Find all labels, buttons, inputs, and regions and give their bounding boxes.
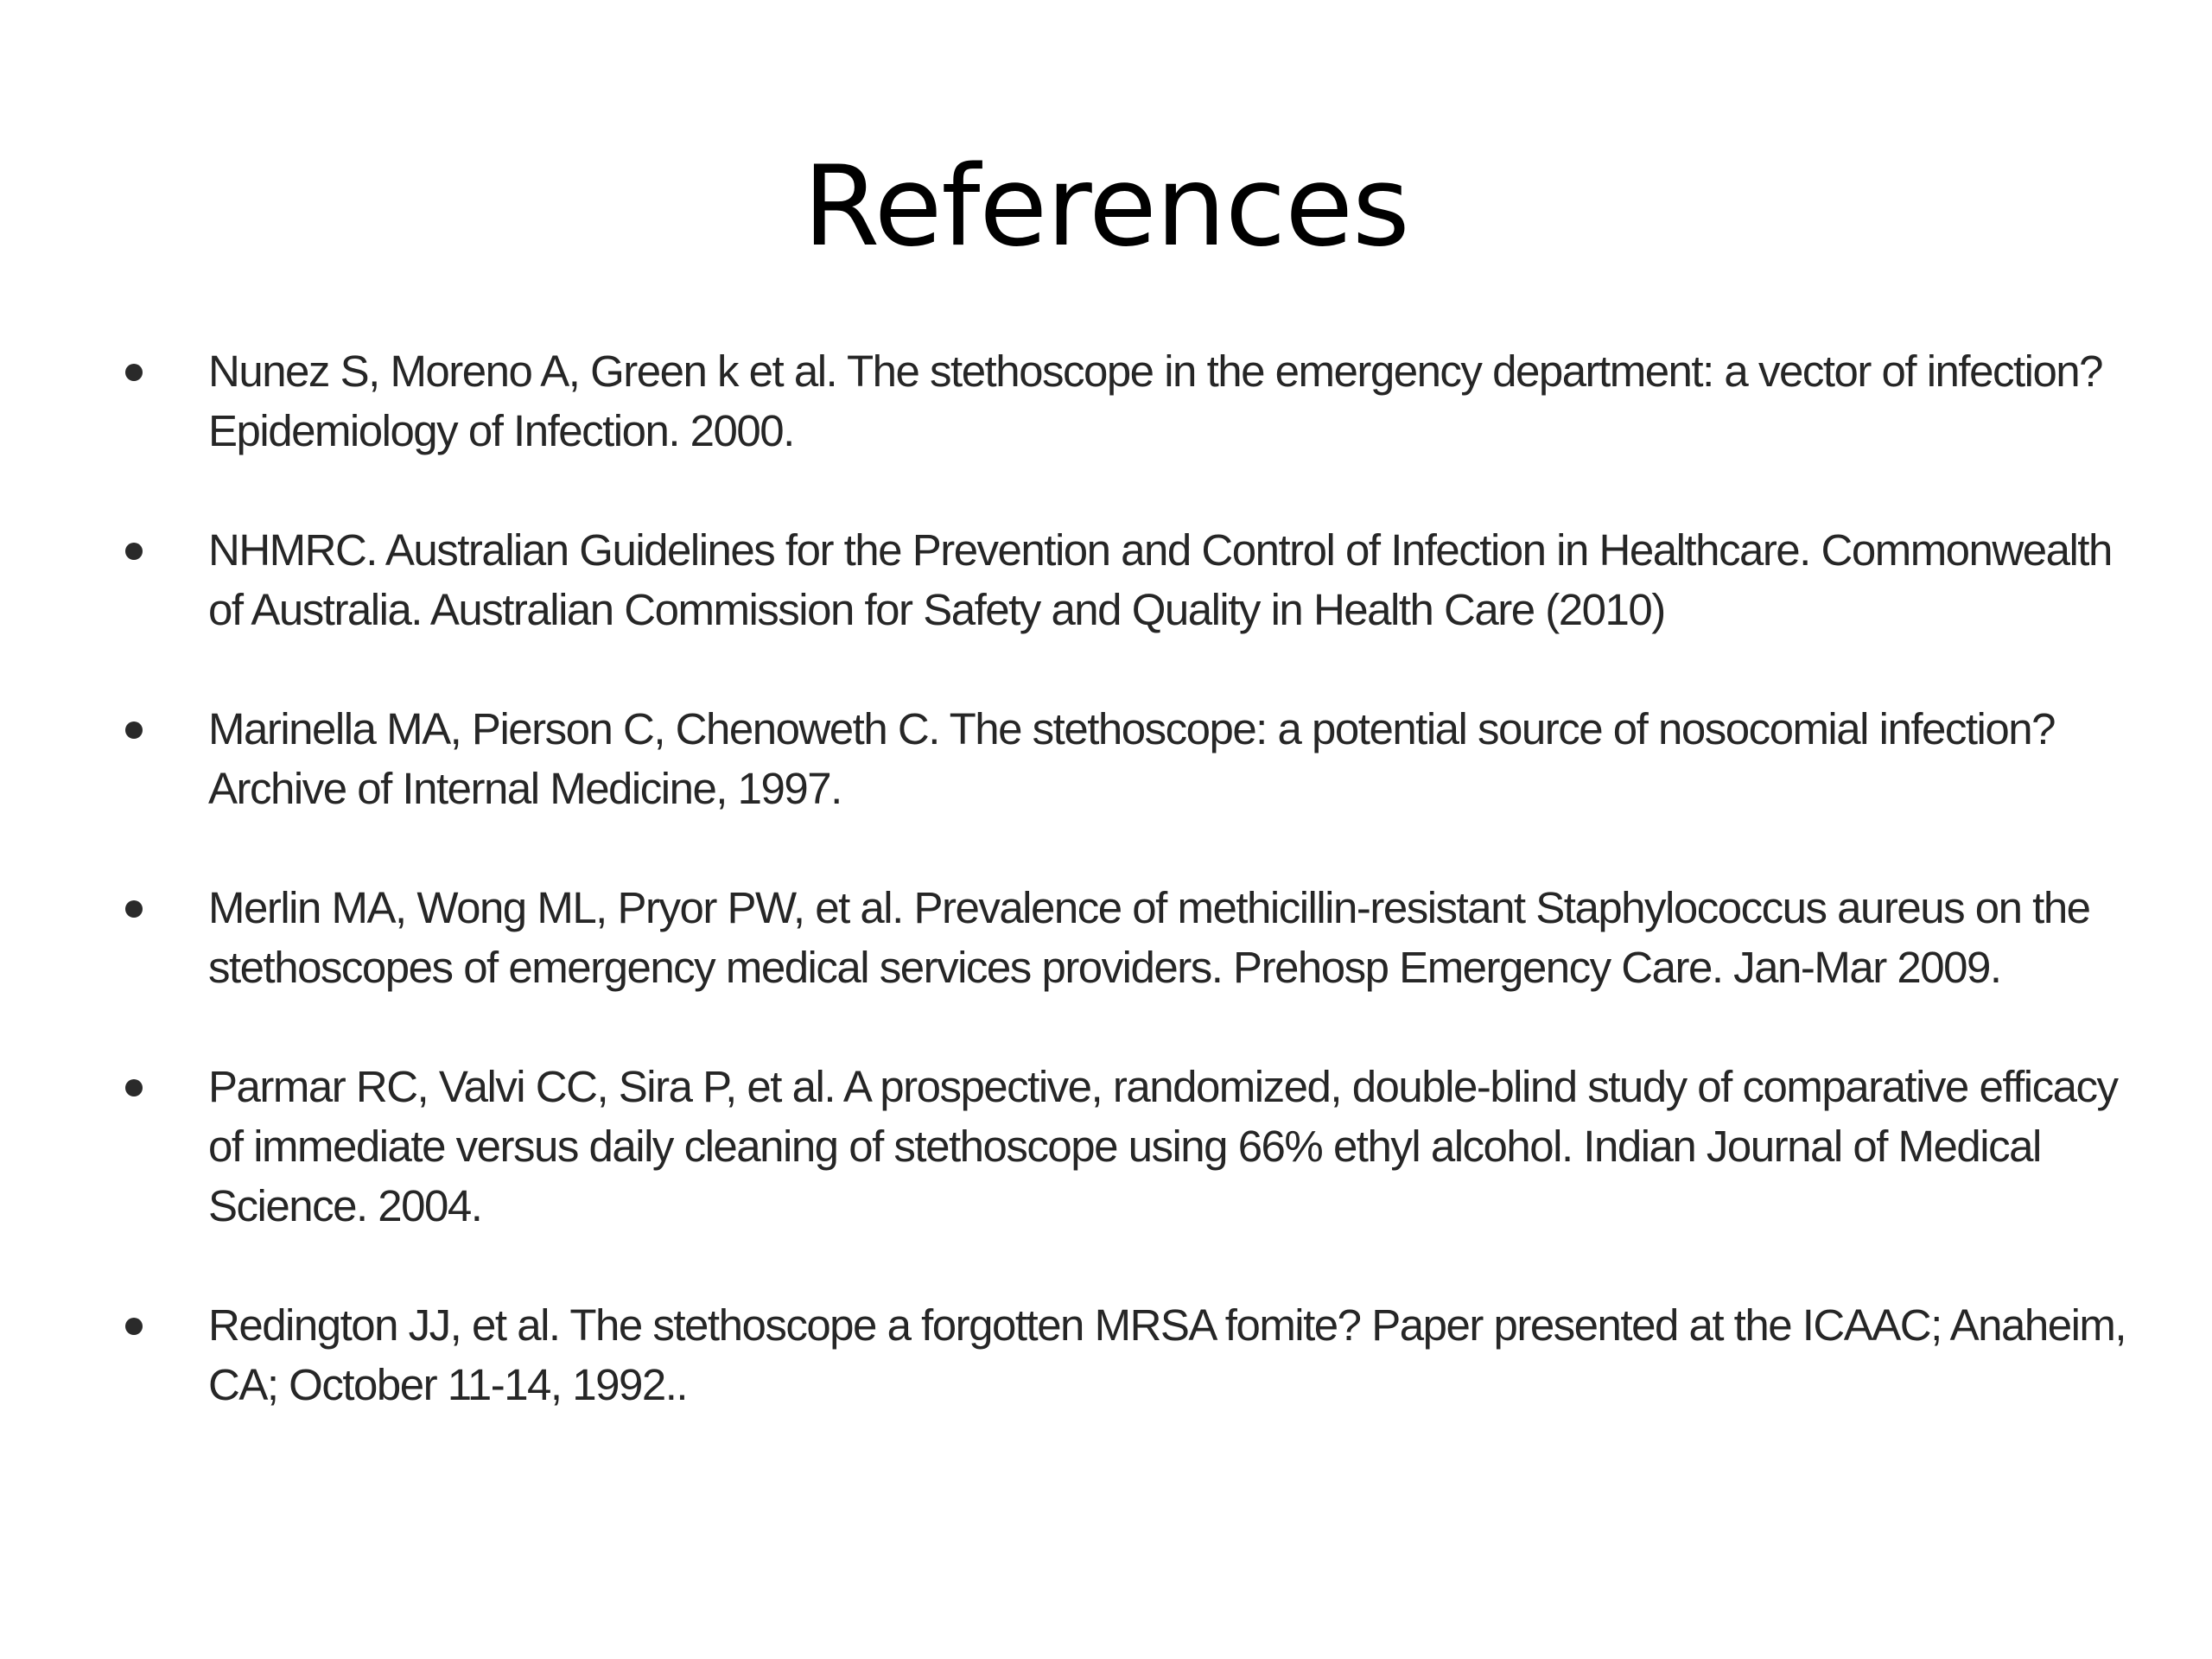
- reference-line: Epidemiology of Infection. 2000.: [208, 406, 794, 455]
- bullet-icon: [125, 1079, 143, 1096]
- reference-item: [0, 341, 2212, 461]
- reference-item: [0, 520, 2212, 639]
- reference-line: Marinella MA, Pierson C, Chenoweth C. The stethoscope: a potential source of nosocomial infection?: [208, 704, 2055, 753]
- reference-line: of immediate versus daily cleaning of stethoscope using 66% ethyl alcohol. Indian Journal of Medical: [208, 1122, 2041, 1171]
- bullet-icon: [125, 364, 143, 381]
- reference-line: Archive of Internal Medicine, 1997.: [208, 764, 842, 813]
- bullet-icon: [125, 1318, 143, 1335]
- reference-text: [208, 699, 2144, 818]
- reference-line: Redington JJ, et al. The stethoscope a forgotten MRSA fomite? Paper presented at the ICAAC; Anaheim,: [208, 1300, 2126, 1350]
- bullet-icon: [125, 721, 143, 739]
- reference-item: [0, 1295, 2212, 1414]
- bullet-icon: [125, 900, 143, 918]
- reference-item: [0, 699, 2212, 818]
- reference-line: CA; October 11-14, 1992..: [208, 1360, 688, 1409]
- reference-text: [208, 520, 2144, 639]
- reference-text: [208, 1295, 2144, 1414]
- reference-item: [0, 878, 2212, 997]
- reference-text: [208, 1057, 2144, 1236]
- reference-line: Parmar RC, Valvi CC, Sira P, et al. A prospective, randomized, double-blind study of comparative efficacy: [208, 1062, 2118, 1111]
- reference-line: Nunez S, Moreno A, Green k et al. The stethoscope in the emergency department: a vector of infection?: [208, 346, 2103, 396]
- reference-list: [0, 341, 2212, 1474]
- reference-line: Merlin MA, Wong ML, Pryor PW, et al. Prevalence of methicillin-resistant Staphylococcus aureus on the: [208, 883, 2090, 932]
- slide-title: References: [803, 143, 1409, 271]
- bullet-icon: [125, 543, 143, 560]
- reference-text: [208, 878, 2144, 997]
- reference-text: [208, 341, 2144, 461]
- reference-line: stethoscopes of emergency medical services providers. Prehosp Emergency Care. Jan-Mar 2009.: [208, 943, 2001, 992]
- reference-line: NHMRC. Australian Guidelines for the Prevention and Control of Infection in Healthcare. Commonwealth: [208, 525, 2112, 575]
- reference-line: Science. 2004.: [208, 1181, 482, 1230]
- reference-line: of Australia. Australian Commission for Safety and Quality in Health Care (2010): [208, 585, 1665, 634]
- reference-item: [0, 1057, 2212, 1236]
